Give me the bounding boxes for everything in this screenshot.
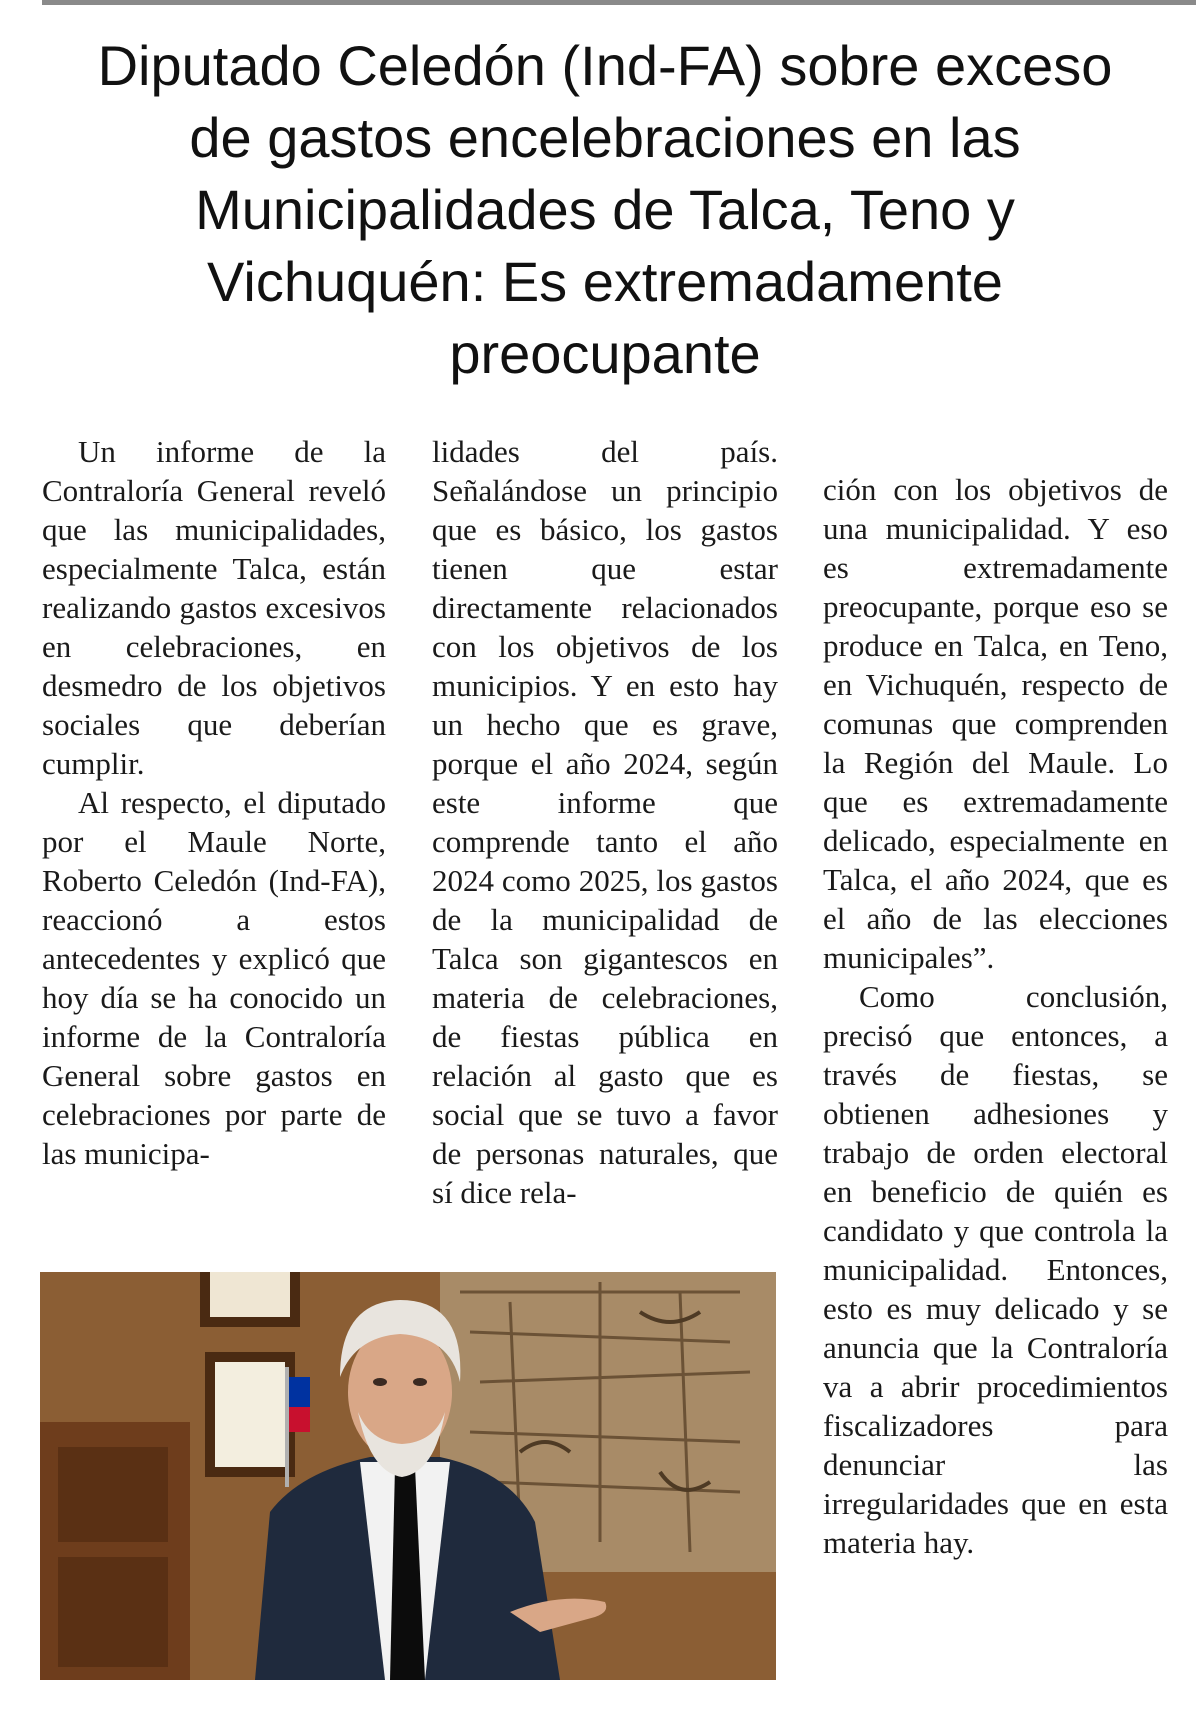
headline-line-4: Vichuquén: Es extremadamente <box>207 250 1003 313</box>
photo-illustration <box>40 1272 776 1680</box>
article-column-1 <box>42 432 386 1173</box>
headline <box>40 30 1170 390</box>
headline-line-3: Municipalidades de Talca, Teno y <box>195 178 1015 241</box>
article-paragraph-4: ción con los objetivos de una municipalidad. Y eso es extremadamente preocupante, porque eso se produce en Talca, en Teno, en Vichuquén, respecto de comunas que comprenden la Región del Maule. Lo que es extremadamente delicado, especialmente en Talca, el año 2024, que es el año de las elecciones municipales”. <box>823 472 1168 975</box>
article-paragraph-3: lidades del país. Señalándose un principio que es básico, los gastos tienen que estar directamente relacionados con los objetivos de los municipios. Y en esto hay un hecho que es grave, porque el año 2024, según este informe que comprende tanto el año 2024 como 2025, los gastos de la municipalidad de Talca son gigantescos en materia de celebraciones, de fiestas pública en relación al gasto que es social que se tuvo a favor de personas naturales, que sí dice rela- <box>432 434 778 1210</box>
article-photo <box>40 1272 776 1680</box>
article-column-2 <box>432 432 778 1212</box>
photo-flag-blue <box>288 1377 310 1407</box>
article-paragraph-5: Como conclusión, precisó que entonces, a través de fiestas, se obtienen adhesiones y trabajo de orden electoral en beneficio de quién es candidato y que controla la municipalidad. Entonces, esto es muy delicado y se anuncia que la Contraloría va a abrir procedimientos fiscalizadores para denunciar las irregularidades que en esta materia hay. <box>823 979 1168 1560</box>
top-rule <box>42 0 1196 5</box>
article-paragraph-2: Al respecto, el diputado por el Maule Norte, Roberto Celedón (Ind-FA), reaccionó a estos antecedentes y explicó que hoy día se ha conocido un informe de la Contraloría General sobre gastos en celebraciones por parte de las municipa- <box>42 785 386 1171</box>
article-paragraph-1: Un informe de la Contraloría General reveló que las municipalidades, especialmente Talca, están realizando gastos excesivos en celebraciones, en desmedro de los objetivos sociales que deberían cumplir. <box>42 434 386 781</box>
article-column-3 <box>823 470 1168 1562</box>
headline-line-2: de gastos encelebraciones en las <box>189 106 1021 169</box>
headline-line-5: preocupante <box>449 322 761 385</box>
headline-line-1: Diputado Celedón (Ind-FA) sobre exceso <box>97 34 1113 97</box>
